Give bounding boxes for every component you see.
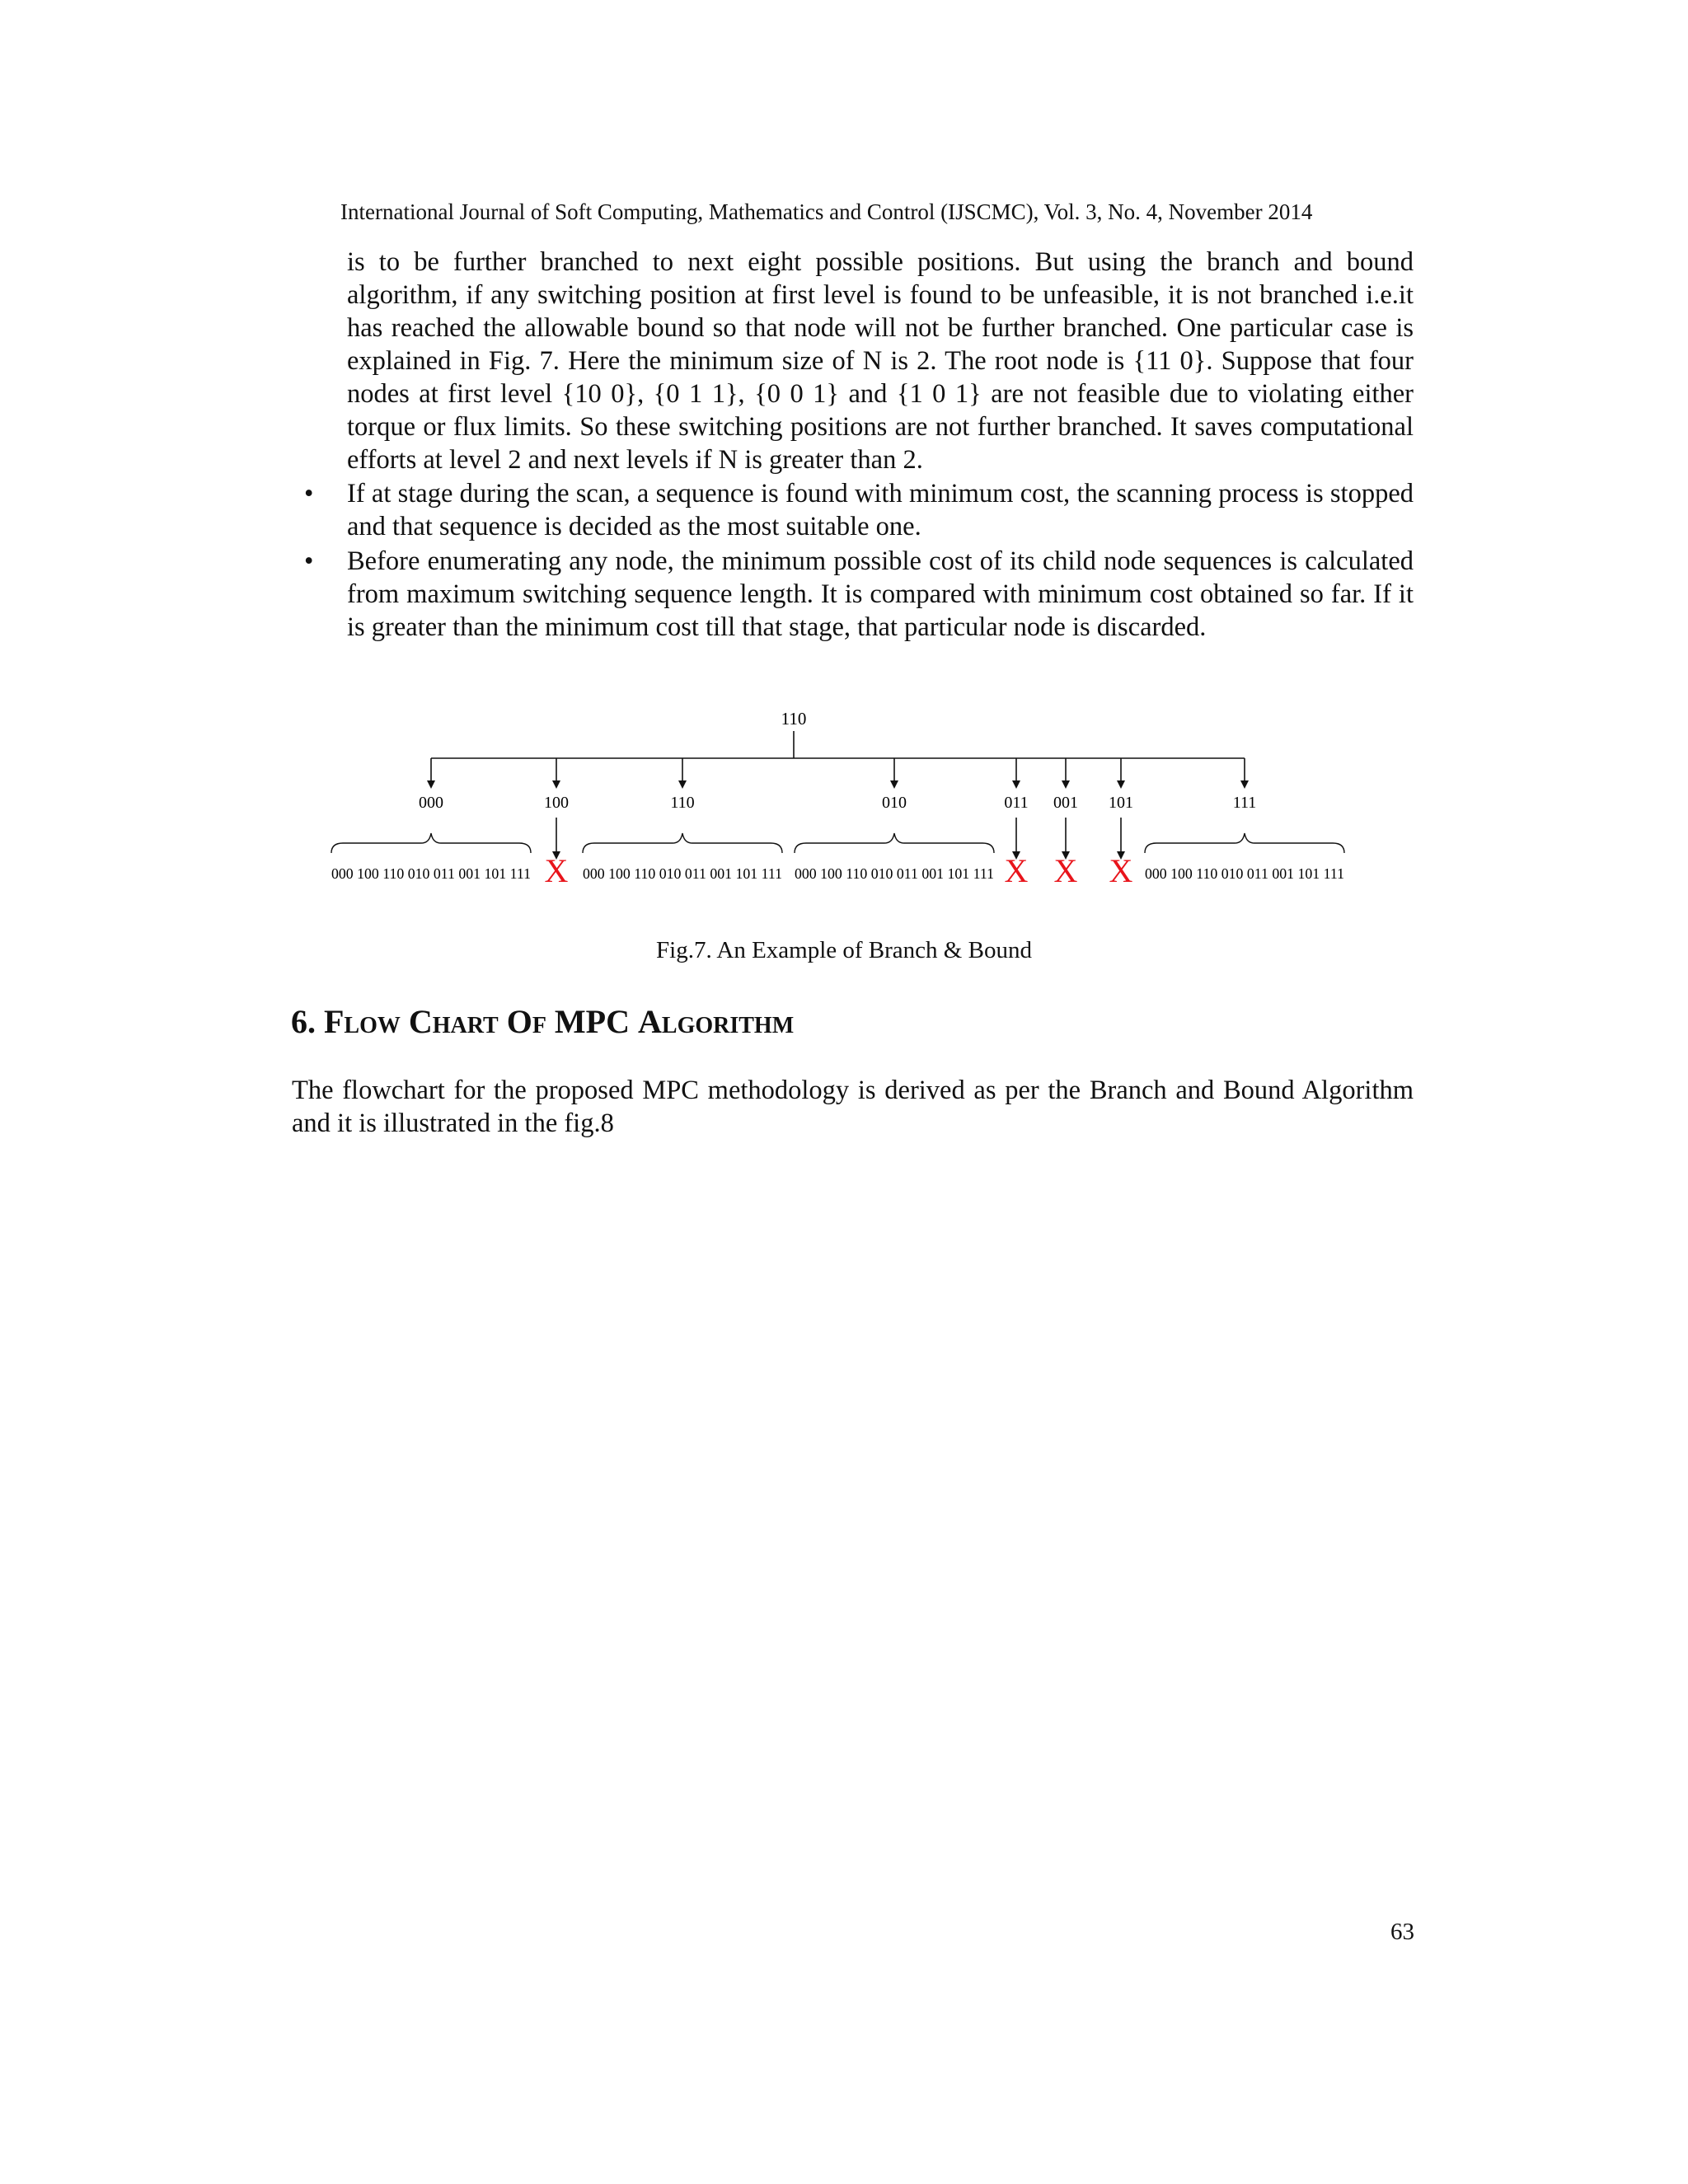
- branch-and-bound-figure: [326, 705, 1356, 902]
- level1-arrow-head: [552, 780, 560, 789]
- level1-arrow-head: [890, 780, 898, 789]
- level1-node-label: 001: [1053, 794, 1078, 812]
- bullet-text: If at stage during the scan, a sequence is found with minimum cost, the scanning process is stopped and that sequence is decided as the most suitable one.: [347, 479, 1414, 541]
- pruned-mark: X: [1053, 852, 1078, 889]
- pruned-mark: X: [1109, 852, 1133, 889]
- body-paragraph-text: The flowchart for the proposed MPC methodology is derived as per the Branch and Bound Algorithm and it is illustrated in the fig.8: [292, 1076, 1414, 1138]
- bullet-symbol: •: [304, 479, 314, 509]
- level1-arrow-head: [1240, 780, 1249, 789]
- level1-node-label: 100: [544, 794, 569, 812]
- bullet-item-node-discard: [304, 545, 1414, 644]
- level1-arrow-head: [1117, 780, 1125, 789]
- figure-caption: Fig.7. An Example of Branch & Bound: [656, 937, 1032, 963]
- section-word: Algorithm: [638, 1003, 795, 1040]
- child-sequence-row: 000 100 110 010 011 001 101 111: [795, 865, 994, 882]
- child-brace: [1145, 833, 1344, 853]
- continued-bullet-text: [347, 246, 1414, 476]
- child-brace: [331, 833, 531, 853]
- section-word: Flow: [324, 1003, 401, 1040]
- bullet-text: Before enumerating any node, the minimum possible cost of its child node sequences is calculated from maximum switching sequence length. It is compared with minimum cost obtained so far. If it is greater than the minimum cost till that stage, that particular node is discarded.: [347, 546, 1414, 642]
- level1-arrow-head: [427, 780, 435, 789]
- page-number: 63: [1390, 1919, 1414, 1945]
- level1-arrow-head: [678, 780, 687, 789]
- running-head: International Journal of Soft Computing, Mathematics and Control (IJSCMC), Vol. 3, No. 4, November 2014: [340, 199, 1313, 224]
- level1-node-label: 110: [670, 794, 695, 812]
- bullet-symbol: •: [304, 546, 314, 576]
- continued-bullet-paragraph: is to be further branched to next eight possible positions. But using the branch and bound algorithm, if any switching position at first level is found to be unfeasible, it is not branched i.e.it has reached the allowable bound so that node will not be further branched. One particular case is explained in Fig. 7. Here the minimum size of N is 2. The root node is {11 0}. Suppose that four nodes at first level {10 0}, {0 1 1}, {0 0 1} and {1 0 1} are not feasible due to violating either torque or flux limits. So these switching positions are not further branched. It saves computational efforts at level 2 and next levels if N is greater than 2.: [347, 247, 1414, 475]
- pruned-mark: X: [544, 852, 569, 889]
- pruned-mark: X: [1004, 852, 1029, 889]
- body-paragraph: [292, 1074, 1414, 1140]
- child-sequence-row: 000 100 110 010 011 001 101 111: [583, 865, 782, 882]
- child-brace: [795, 833, 994, 853]
- level1-node-label: 111: [1232, 794, 1257, 812]
- section-word-acronym: MPC: [554, 1003, 630, 1040]
- level1-node-label: 101: [1109, 794, 1133, 812]
- section-heading: [291, 1001, 794, 1043]
- level1-arrow-head: [1012, 780, 1020, 789]
- section-word: Of: [506, 1003, 546, 1040]
- root-node-label: 110: [781, 709, 807, 729]
- child-brace: [583, 833, 782, 853]
- level1-node-label: 010: [882, 794, 907, 812]
- section-word: Chart: [408, 1003, 499, 1040]
- child-sequence-row: 000 100 110 010 011 001 101 111: [331, 865, 531, 882]
- bullet-item-scan-stop: [304, 477, 1414, 543]
- level1-node-label: 011: [1004, 794, 1029, 812]
- level1-arrow-head: [1062, 780, 1070, 789]
- section-number: 6.: [291, 1003, 316, 1040]
- child-sequence-row: 000 100 110 010 011 001 101 111: [1145, 865, 1344, 882]
- level1-node-label: 000: [419, 794, 443, 812]
